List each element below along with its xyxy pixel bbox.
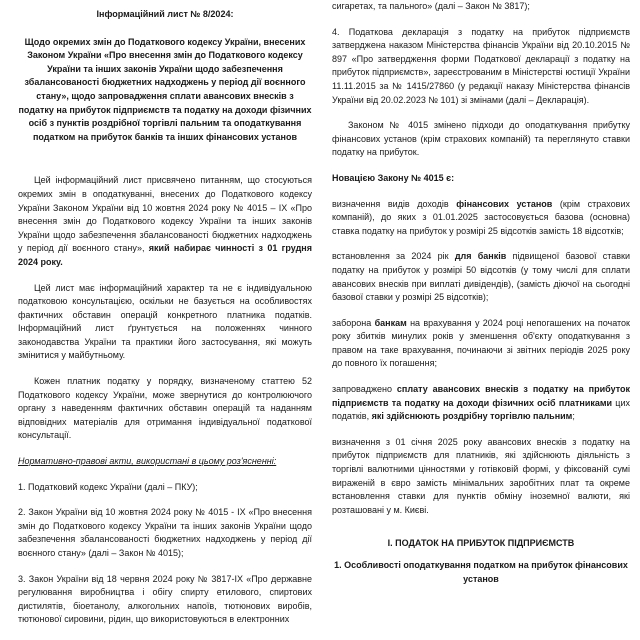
- novelty-1-text: визначення видів доходів: [332, 198, 457, 209]
- act-item-1: 1. Податковий кодекс України (далі – ПКУ);: [18, 481, 198, 492]
- law-change-paragraph: Законом № 4015 змінено підходи до оподаткування прибутку фінансових установ (крім страхових компаній) та переглянуто ставки податку на прибуток.: [332, 120, 630, 158]
- act-item-2: 2. Закон України від 10 жовтня 2024 року № 4015 - IX «Про внесення змін до Податкового кодексу України та інших законів України щодо забезпечення збалансованості бюджетних надходжень у період дії воєнного стану» (далі – Закон № 4015);: [18, 507, 312, 558]
- intro-paragraph: [18, 174, 312, 269]
- acts-heading: Нормативно-правові акти, використані в цьому роз'ясненні:: [18, 456, 277, 467]
- letter-title: Інформаційний лист № 8/2024:: [96, 9, 234, 19]
- novelty-3-text: заборона: [332, 317, 375, 328]
- novelties-heading: Новацією Закону № 4015 є:: [332, 172, 455, 183]
- act-item-4: 4. Податкова декларація з податку на прибуток підприємств затверджена наказом Міністерства фінансів України від 20.10.2015 № 897 «Про затвердження форми Податкової декларації з податку на прибуток підприємств», зареєстрованим в Міністерстві юстиції України 11.11.2015 за № 1415/27860 (у редакції наказу Міністерства фінансів України від 20.02.2023 № 101) зі змінами (далі – Декларація).: [332, 26, 630, 105]
- novelty-item-3: [332, 317, 630, 371]
- novelty-item-4: [332, 383, 630, 424]
- novelty-item-1: [332, 198, 630, 239]
- novelty-3-rest: на врахування у 2024 році непогашених на початок року збитків минулих років у зменшення об'єкту оподаткування з правом на таке врахування, починаючи зі звітних періодів 2025 року до повного їх погашення;: [332, 317, 630, 369]
- right-column: [332, 0, 630, 586]
- novelty-item-2: [332, 250, 630, 304]
- act-item-3: 3. Закон України від 18 червня 2024 року № 3817-IX «Про державне регулювання виробництва і обігу спирту етилового, спиртових дистилятів, біоетанолу, алкогольних напоїв, тютюнових виробів, тютюнової сировини, рідин, що використовуються в електронних: [18, 573, 312, 625]
- novelty-2-rest: підвищеної базової ставки податку на прибуток у розмірі 50 відсотків (у тому числі для сплати авансових внесків при виплаті дивідендів), (замість діючої на сьогодні базової ставки у розмірі 25 відсотків);: [332, 251, 630, 303]
- novelty-2-bold: для банків: [454, 251, 507, 262]
- novelty-4-mid: цих податків,: [332, 397, 630, 422]
- novelty-3-bold: банкам: [374, 317, 407, 328]
- novelty-4-bold-2: які здійснюють роздрібну торгівлю пальним: [371, 411, 573, 422]
- left-column: [18, 0, 312, 627]
- novelty-1-rest: (крім страхових компаній), до яких з 01.01.2025 застосовується базова (основна) ставка податку на прибуток у розмірі 25 відсотків замість 18 відсотків;: [332, 198, 630, 236]
- novelty-4-bold-1: сплату авансових внесків з податку на прибуток підприємств та податку на доходи фізичних осіб платниками: [332, 384, 630, 408]
- novelty-4-text: запроваджено: [332, 384, 397, 395]
- nature-paragraph: Цей лист має інформаційний характер та не є індивідуальною податковою консультацією, оскільки не базується на особливостях фактичних обставин операцій конкретного платника податків. Інформаційний лист ґрунтується на положеннях чинного законодавства України та практики його застосування, які можуть змінитися у майбутньому.: [18, 282, 312, 361]
- intro-effective-date: який набирає чинності з 01 грудня 2024 року.: [18, 243, 312, 267]
- novelty-4-end: ;: [572, 411, 575, 422]
- novelty-1-bold: фінансових установ: [456, 198, 553, 209]
- appeal-paragraph: Кожен платник податку у порядку, визначеному статтею 52 Податкового кодексу України, може звернутися до контролюючого органу з наведенням фактичних обставин операцій та наданням відповідних матеріалів для отримання індивідуальної податкової консультації.: [18, 376, 312, 441]
- intro-text: Цей інформаційний лист присвячено питанням, що стосуються окремих змін в оподаткуванні, внесених до Податкового кодексу України Законом України від 10 жовтня 2024 року № 4015 – IX «Про внесення змін до Податкового кодексу України та інших законів України щодо забезпечення збалансованості бюджетних надходжень у період дії воєнного стану»,: [18, 175, 312, 254]
- subsection-heading: 1. Особливості оподаткування податком на прибуток фінансових установ: [334, 560, 628, 584]
- act-3-continuation: сигаретах, та пального» (далі – Закон № 3817);: [332, 1, 530, 11]
- novelty-item-5: визначення з 01 січня 2025 року авансових внесків з податку на прибуток підприємств для платників, які здійснюють діяльність з торгівлі валютними цінностями у готівковій формі, у фіксованій сумі вираженій в євро замість мінімальних заробітних плат та окреме встановлення ставки для пунктів обміну іноземної валюти, які розташовані у м. Києві.: [332, 436, 630, 515]
- section-heading: I. ПОДАТОК НА ПРИБУТОК ПІДПРИЄМСТВ: [387, 538, 575, 549]
- novelty-2-text: встановлення за 2024 рік: [332, 251, 455, 262]
- letter-subject: Щодо окремих змін до Податкового кодексу України, внесених Законом України «Про внесення змін до Податкового кодексу України та інших законів України щодо забезпечення збалансованості бюджетних надходжень у період дії воєнного стану», щодо запровадження сплати авансових внесків з податку на прибуток підприємств та податку на доходи фізичних осіб з пунктів роздрібної торгівлі пальним та оподаткування податком на прибуток банків та інших фінансових установ: [18, 36, 312, 142]
